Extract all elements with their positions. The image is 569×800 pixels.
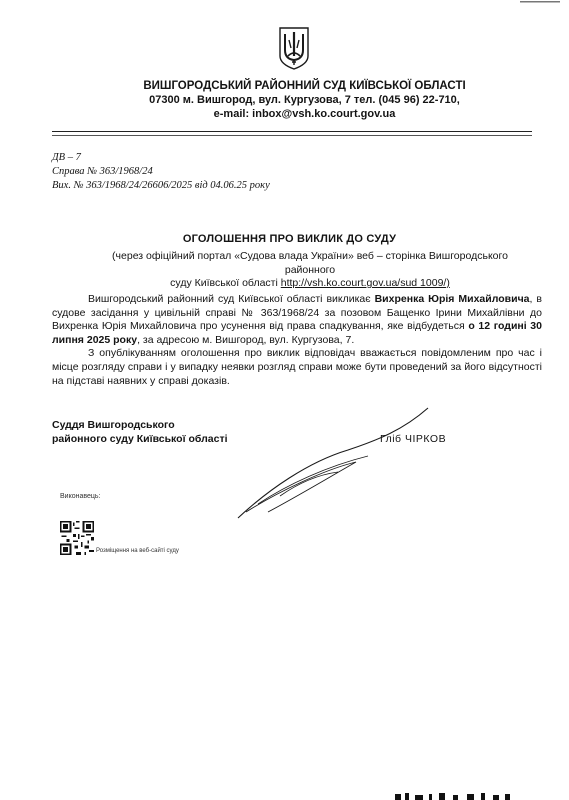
portal-note-prefix: суду Київської області: [170, 277, 281, 289]
portal-note-line2: [90, 277, 530, 291]
doc-code: ДВ – 7: [52, 152, 81, 163]
defendant-name: Вихренка Юрія Михайловича: [374, 293, 530, 305]
court-email: e-mail: inbox@vsh.ko.court.gov.ua: [213, 108, 396, 120]
executor-label: Виконавець:: [60, 493, 101, 500]
summons-text-end: , за адресою м. Вишгород, вул. Кургузова, 7.: [137, 333, 355, 346]
qr-code-icon: [60, 521, 94, 555]
qr-caption: Розміщення на веб-сайті суду: [96, 548, 179, 554]
judge-title-line1: Суддя Вишгородського: [52, 419, 175, 431]
court-name: ВИШГОРОДСЬКИЙ РАЙОННИЙ СУД КИЇВСЬКОЇ ОБЛАСТІ: [143, 80, 466, 92]
handwritten-signature: [228, 400, 438, 530]
judge-name: Гліб ЧІРКОВ: [380, 433, 447, 445]
scan-artifact-strip: [395, 792, 515, 800]
header-divider: [52, 131, 532, 132]
judge-title: [52, 419, 228, 446]
judge-title-line2: районного суду Київської області: [52, 432, 228, 445]
portal-note: [90, 250, 530, 291]
court-address: 07300 м. Вишгород, вул. Кургузова, 7 тел. (045 96) 22-710,: [149, 94, 460, 106]
header-divider-thin: [52, 135, 532, 136]
summons-paragraph: [52, 293, 542, 347]
ukraine-trident-emblem-icon: [278, 26, 310, 70]
document-title: ОГОЛОШЕННЯ ПРО ВИКЛИК ДО СУДУ: [182, 233, 397, 245]
summons-text-middle: , в судове засідання у цивільній справі № 363/1968/24 за позовом Бащенко Ірини Михайлівни до Вихренка Юрія Михайловича про усунення від права спадкування, яке відбудеться: [52, 293, 542, 333]
court-website-link[interactable]: http://vsh.ko.court.gov.ua/sud 1009/): [280, 277, 450, 289]
summons-text-start: Вишгородський районний суд Київської області викликає: [88, 293, 375, 305]
announcement-body: [52, 293, 542, 388]
scan-artifact-corner: [520, 0, 560, 4]
hearing-datetime: о 12 годині 30 липня 2025 року: [52, 320, 542, 346]
notice-paragraph: З опублікуванням оголошення про виклик відповідач вважається повідомленим про час і місце розгляду справи і у випадку неявки розгляд справи може бути проведений за його відсутності на підставі наявних у справі доказів.: [52, 347, 542, 387]
case-reference: Справа № 363/1968/24: [52, 166, 153, 177]
outgoing-reference: Вих. № 363/1968/24/26606/2025 від 04.06.25 року: [52, 180, 270, 191]
portal-note-line1: (через офіційний портал «Судова влада України» веб – сторінка Вишгородського районного: [112, 250, 508, 276]
